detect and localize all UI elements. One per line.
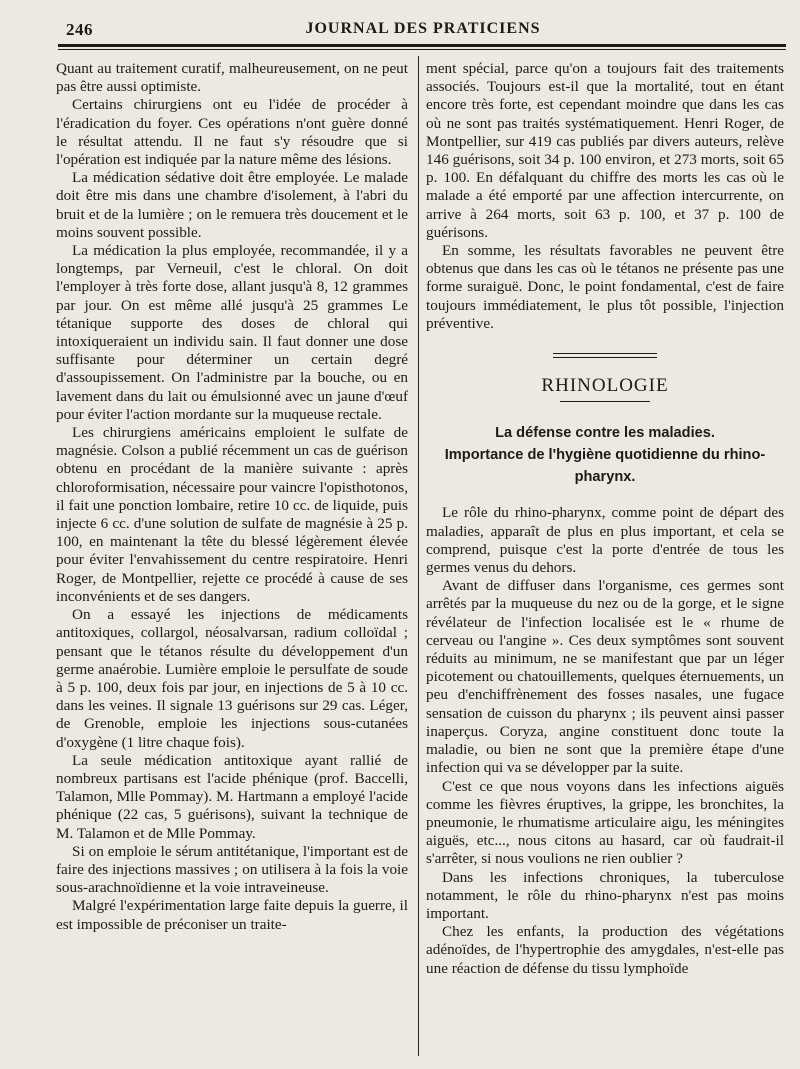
page-number: 246 [66, 20, 93, 39]
paragraph: Dans les infections chroniques, la tuberculose notamment, le rôle du rhino-pharynx n'est pas moins important. [426, 868, 784, 922]
right-column [426, 60, 784, 978]
paragraph: Si on emploie le sérum antitétanique, l'important est de faire des injections massives ; on utilisera à la fois la voie sous-arachnoïdienne et la voie intraveineuse. [56, 842, 408, 897]
paragraph: En somme, les résultats favorables ne peuvent être obtenus que dans les cas où le tétanos ne présente pas une forme suraiguë. Donc, le point fondamental, c'est de faire toujours immédiatement, le plus tôt possible, l'injection préventive. [426, 242, 784, 332]
paragraph: Avant de diffuser dans l'organisme, ces germes sont arrêtés par la muqueuse du nez ou de la gorge, et le signe révélateur de l'infection localisée est le « rhume de cerveau ou l'angine ». Ces deux symptômes sont souvent réduits au minimum, ne se manifestant que par un léger picotement ou chatouillements, quelques éternuements, un peu d'enchiffrènement des fosses nasales, une fugace sensation de cuisson du pharynx ; ils peuvent ainsi passer inaperçus. Coryza, angine constituent donc toute la maladie, ou bien ne sont que la première étape d'une infection qui va se développer par la suite. [426, 577, 784, 777]
paragraph: La seule médication antitoxique ayant rallié de nombreux partisans est l'acide phénique (prof. Baccelli, Talamon, Mlle Pommay). M. Hartmann a employé l'acide phénique (22 cas, 5 guérisons), suivant la technique de M. Talamon et de Mlle Pommay. [56, 751, 408, 842]
paragraph: Malgré l'expérimentation large faite depuis la guerre, il est impossible de préconiser un traite- [56, 897, 408, 933]
section-separator [426, 345, 784, 363]
paragraph: Le rôle du rhino-pharynx, comme point de départ des maladies, apparaît de plus en plus important, et cela se comprend, puisque c'est la porte d'entrée de tous les germes venus du dehors. [426, 504, 784, 577]
header-rule-thin [58, 49, 786, 50]
column-divider [418, 56, 419, 1056]
paragraph: On a essayé les injections de médicaments antitoxiques, collargol, néosalvarsan, radium colloïdal ; pensant que le tétanos résulte du développement d'un germe anaérobie. Lumière emploie le persulfate de soude à 5 p. 100, deux fois par jour, en injections de 5 à 10 cc. dans les veines. Il signale 13 guérisons sur 29 cas. Léger, de Grenoble, emploie les injections sous-cutanées d'oxygène (1 litre chaque fois). [56, 606, 408, 751]
journal-title: JOURNAL DES PRATICIENS [305, 20, 541, 37]
article-title [426, 422, 784, 488]
left-column [56, 60, 408, 934]
paragraph: La médication sédative doit être employée. Le malade doit être mis dans une chambre d'isolement, à l'abri du bruit et de la lumière ; on le remuera très doucement et le moins souvent possible. [56, 169, 408, 241]
paragraph: C'est ce que nous voyons dans les infections aiguës comme les fièvres éruptives, la grippe, les bronchites, la pneumonie, le rhumatisme articulaire aigu, les méningites aiguës, etc..., nous citons au hasard, car où faudrait-il s'arrêter, si nous voulions ne rien oublier ? [426, 777, 784, 868]
paragraph: Chez les enfants, la production des végétations adénoïdes, de l'hypertrophie des amygdales, n'est-elle pas une réaction de défense du tissu lymphoïde [426, 923, 784, 977]
section-rule [560, 401, 650, 402]
paragraph: Certains chirurgiens ont eu l'idée de procéder à l'éradication du foyer. Ces opérations n'ont guère donné le résultat attendu. Il ne faut s'y résoudre que si l'opération est indiquée par la nature même des lésions. [56, 96, 408, 169]
header-rule-thick [58, 44, 786, 47]
paragraph: Les chirurgiens américains emploient le sulfate de magnésie. Colson a publié récemment un cas de guérison obtenu en procédant de la manière suivante : après chloroformisation, nécessaire pour vaincre l'opisthotonos, il fait une ponction lombaire, retire 10 cc. de liquide, puis injecte 6 cc. d'une solution de sulfate de magnésie à 25 p. 100, en maintenant la tête du blessé légèrement élevée pour éviter l'envahissement du centre respiratoire. Henri Roger, de Montpellier, rejette ce procédé à cause de ses inconvénients et de ses dangers. [56, 424, 408, 605]
paragraph: La médication la plus employée, recommandée, il y a longtemps, par Verneuil, c'est le chloral. On doit l'employer à très forte dose, allant jusqu'à 8, 12 grammes par jour. On est même allé jusqu'à 25 grammes Le tétanique supporte des doses de chloral qui intoxiqueraient un individu sain. Il faut donner une dose suffisante pour déterminer un certain degré d'assoupissement. On l'administre par la bouche, ou en lavement dans du lait ou émulsionné avec un jaune d'œuf pour éviter l'action mordante sur la muqueuse rectale. [56, 242, 408, 423]
article-title-line: La défense contre les maladies. [495, 425, 715, 442]
paragraph-continuation: ment spécial, parce qu'on a toujours fait des traitements associés. Toujours est-il que la mortalité, tout en étant encore très forte, est cependant moindre que dans les cas où ne sont pas traités systématiquement. Henri Roger, de Montpellier, sur 419 cas publiés par divers auteurs, relève 146 guérisons, soit 34 p. 100 environ, et 273 morts, soit 65 p. 100. En défalquant du chiffre des morts les cas où le malade a été emporté par une affection intercurrente, on arrive à 264 morts, soit 63 p. 100, et 37 p. 100 de guérisons. [426, 60, 784, 241]
article-title-line: Importance de l'hygiène quotidienne du rhino-pharynx. [444, 447, 766, 486]
paragraph: Quant au traitement curatif, malheureusement, on ne peut pas être aussi optimiste. [56, 60, 408, 96]
section-title: RHINOLOGIE [541, 375, 669, 397]
page-header [62, 14, 784, 44]
